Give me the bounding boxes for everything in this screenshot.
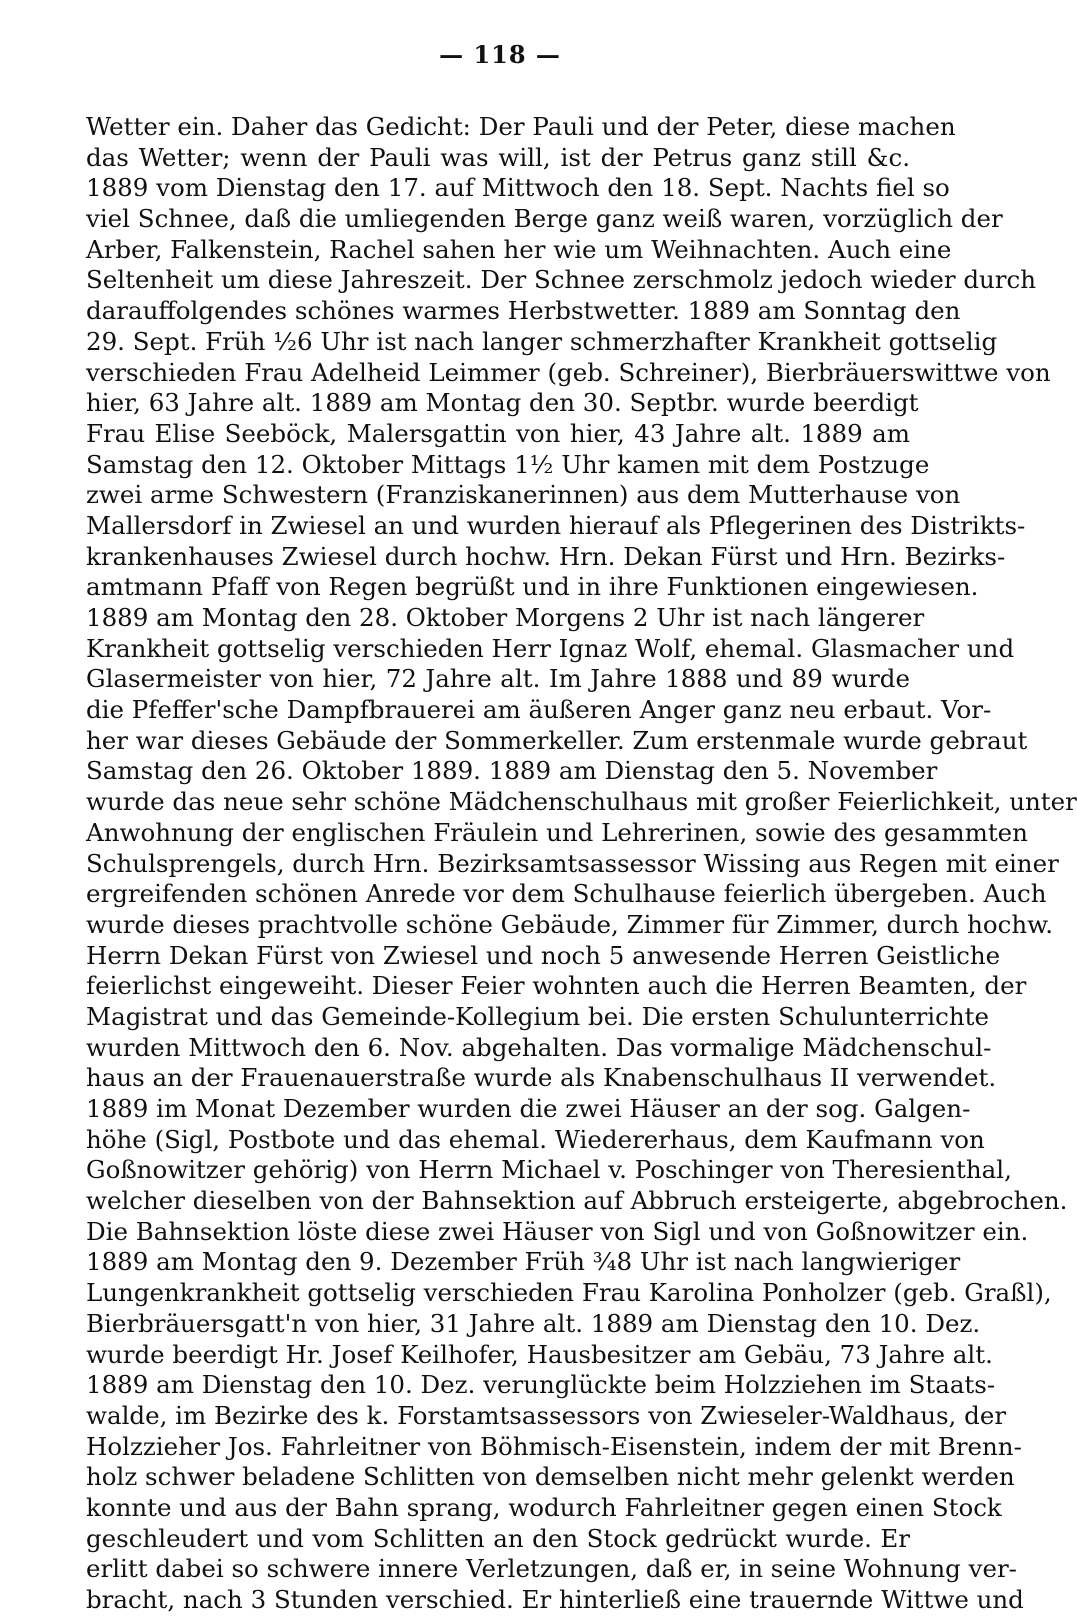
- text-line: krankenhauses Zwiesel durch hochw. Hrn. Dekan Fürst und Hrn. Bezirks-: [86, 541, 1006, 571]
- text-line: das Wetter; wenn der Pauli was will, ist der Petrus ganz still &c.: [86, 142, 910, 172]
- text-line: Seltenheit um diese Jahreszeit. Der Schnee zerschmolz jedoch wieder durch: [86, 265, 1036, 295]
- text-line: zwei arme Schwestern (Franziskanerinnen) aus dem Mutterhause von: [86, 480, 961, 510]
- text-line: höhe (Sigl, Postbote und das ehemal. Wiedererhaus, dem Kaufmann von: [86, 1124, 985, 1154]
- text-line: Magistrat und das Gemeinde-Kollegium bei. Die ersten Schulunterrichte: [86, 1001, 989, 1031]
- page-number: — 118 —: [439, 40, 561, 69]
- text-line: 29. Sept. Früh ½6 Uhr ist nach langer schmerzhafter Krankheit gottselig: [86, 326, 998, 356]
- text-line: wurde das neue sehr schöne Mädchenschulhaus mit großer Feierlichkeit, unter: [86, 787, 1077, 817]
- text-line: Lungenkrankheit gottselig verschieden Frau Karolina Ponholzer (geb. Graßl),: [86, 1278, 1052, 1308]
- text-line: walde, im Bezirke des k. Forstamtsassessors von Zwieseler-Waldhaus, der: [86, 1400, 1007, 1430]
- text-line: Frau Elise Seeböck, Malersgattin von hier, 43 Jahre alt. 1889 am: [86, 418, 910, 448]
- text-line: darauffolgendes schönes warmes Herbstwetter. 1889 am Sonntag den: [86, 296, 961, 326]
- text-line: feierlichst eingeweiht. Dieser Feier wohnten auch die Herren Beamten, der: [86, 971, 1027, 1001]
- text-line: 1889 im Monat Dezember wurden die zwei Häuser an der sog. Galgen-: [86, 1094, 971, 1123]
- body-text: [86, 112, 1077, 1616]
- text-line: welcher dieselben von der Bahnsektion auf Abbruch ersteigerte, abgebrochen.: [86, 1186, 1068, 1216]
- text-line: wurde dieses prachtvolle schöne Gebäude, Zimmer für Zimmer, durch hochw.: [86, 909, 1053, 939]
- text-line: Holzzieher Jos. Fahrleitner von Böhmisch-Eisenstein, indem der mit Brenn-: [86, 1431, 1022, 1461]
- text-line: die Pfeffer'sche Dampfbrauerei am äußeren Anger ganz neu erbaut. Vor-: [86, 695, 992, 725]
- text-line: Arber, Falkenstein, Rachel sahen her wie um Weihnachten. Auch eine: [86, 234, 952, 264]
- text-line: Herrn Dekan Fürst von Zwiesel und noch 5 anwesende Herren Geistliche: [86, 940, 1001, 970]
- text-line: erlitt dabei so schwere innere Verletzungen, daß er, in seine Wohnung ver-: [86, 1554, 1017, 1584]
- text-line: geschleudert und vom Schlitten an den Stock gedrückt wurde. Er: [86, 1523, 910, 1553]
- text-line: Schulsprengels, durch Hrn. Bezirksamtsassessor Wissing aus Regen mit einer: [86, 848, 1059, 878]
- text-line: Goßnowitzer gehörig) von Herrn Michael v. Poschinger von Theresienthal,: [86, 1155, 1012, 1185]
- text-line: 1889 am Montag den 28. Oktober Morgens 2 Uhr ist nach längerer: [86, 603, 925, 632]
- text-line: 1889 vom Dienstag den 17. auf Mittwoch den 18. Sept. Nachts fiel so: [86, 173, 950, 203]
- text-line: Anwohnung der englischen Fräulein und Lehrerinen, sowie des gesammten: [86, 817, 1028, 847]
- text-line: Die Bahnsektion löste diese zwei Häuser von Sigl und von Goßnowitzer ein.: [86, 1216, 1029, 1246]
- text-line: wurden Mittwoch den 6. Nov. abgehalten. Das vormalige Mädchenschul-: [86, 1032, 992, 1062]
- text-line: holz schwer beladene Schlitten von demselben nicht mehr gelenkt werden: [86, 1462, 1015, 1492]
- text-line: hier, 63 Jahre alt. 1889 am Montag den 30. Septbr. wurde beerdigt: [86, 388, 919, 418]
- text-line: wurde beerdigt Hr. Josef Keilhofer, Hausbesitzer am Gebäu, 73 Jahre alt.: [86, 1339, 993, 1369]
- text-line: amtmann Pfaff von Regen begrüßt und in ihre Funktionen eingewiesen.: [86, 572, 979, 602]
- text-line: Glasermeister von hier, 72 Jahre alt. Im Jahre 1888 und 89 wurde: [86, 664, 910, 694]
- text-line: Wetter ein. Daher das Gedicht: Der Pauli und der Peter, diese machen: [86, 112, 956, 141]
- text-line: verschieden Frau Adelheid Leimmer (geb. Schreiner), Bierbräuerswittwe von: [86, 357, 1051, 387]
- text-line: Samstag den 26. Oktober 1889. 1889 am Dienstag den 5. November: [86, 756, 938, 786]
- text-line: 1889 am Montag den 9. Dezember Früh ¾8 Uhr ist nach langwieriger: [86, 1247, 961, 1277]
- text-line: her war dieses Gebäude der Sommerkeller. Zum erstenmale wurde gebraut: [86, 725, 1028, 755]
- text-line: Samstag den 12. Oktober Mittags 1½ Uhr kamen mit dem Postzuge: [86, 449, 930, 479]
- text-line: konnte und aus der Bahn sprang, wodurch Fahrleitner gegen einen Stock: [86, 1492, 1002, 1522]
- text-line: ergreifenden schönen Anrede vor dem Schulhause feierlich übergeben. Auch: [86, 879, 1047, 909]
- text-line: Krankheit gottselig verschieden Herr Ignaz Wolf, ehemal. Glasmacher und: [86, 633, 1015, 663]
- text-line: bracht, nach 3 Stunden verschied. Er hinterließ eine trauernde Wittwe und: [86, 1585, 1024, 1614]
- text-line: Mallersdorf in Zwiesel an und wurden hierauf als Pflegerinen des Distrikts-: [86, 510, 1026, 540]
- text-line: viel Schnee, daß die umliegenden Berge ganz weiß waren, vorzüglich der: [86, 204, 1003, 234]
- text-line: Bierbräuersgatt'n von hier, 31 Jahre alt. 1889 am Dienstag den 10. Dez.: [86, 1308, 981, 1338]
- text-line: haus an der Frauenauerstraße wurde als Knabenschulhaus II verwendet.: [86, 1063, 997, 1093]
- text-line: 1889 am Dienstag den 10. Dez. verunglückte beim Holzziehen im Staats-: [86, 1370, 996, 1400]
